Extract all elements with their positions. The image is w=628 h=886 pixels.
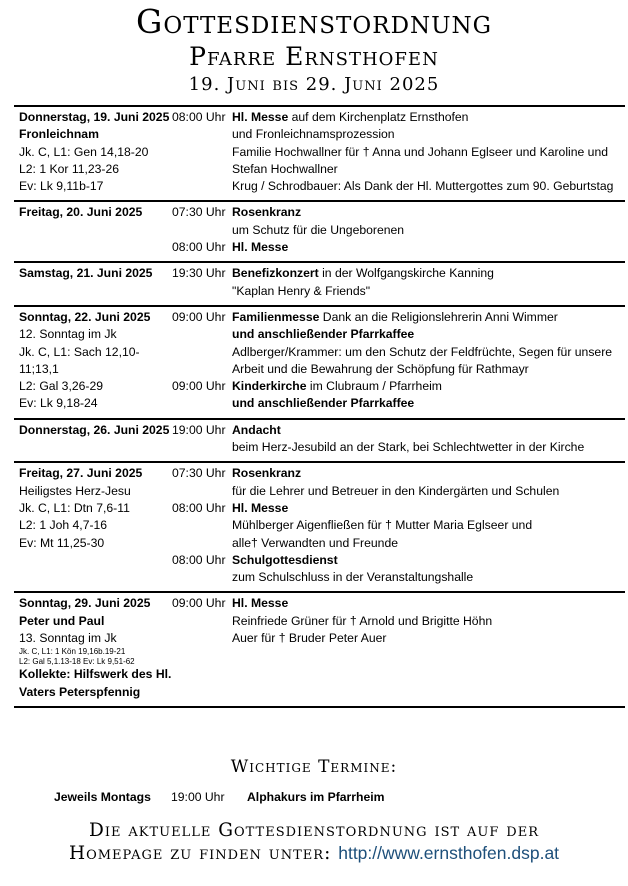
day-detail: Ev: Mt 11,25-30 [19, 535, 105, 550]
event-title: Hl. Messe [232, 596, 289, 611]
day-events [172, 595, 625, 700]
parish-name: Pfarre Ernsthofen [189, 42, 439, 71]
day-events [172, 265, 625, 300]
schedule-day [14, 420, 625, 464]
event [172, 204, 625, 239]
event [172, 595, 625, 647]
day-events [172, 309, 625, 413]
event [172, 378, 625, 413]
event-line: Krug / Schrodbauer: Als Dank der Hl. Muttergottes zum 90. Geburtstag [232, 179, 614, 194]
day-detail: L2: 1 Joh 4,7-16 [19, 518, 108, 533]
event-time: 19:30 Uhr [172, 266, 226, 281]
important-time: 19:00 Uhr [171, 790, 225, 804]
event-title: Benefizkonzert [232, 266, 319, 281]
day-date: Sonntag, 29. Juni 2025 [19, 596, 151, 611]
event-title: Andacht [232, 422, 281, 437]
schedule-day [14, 107, 625, 202]
event-headline [232, 378, 625, 395]
footer-text: Homepage zu finden unter: [68, 843, 332, 864]
event-text [232, 378, 625, 413]
important-day: Jeweils Montags [54, 790, 151, 804]
event-subtitle: Dank an die Religionslehrerin Anni Wimmer [319, 309, 558, 324]
day-detail: Jk. C, L1: Gen 14,18-20 [19, 144, 149, 159]
day-detail: L2: Gal 3,26-29 [19, 379, 104, 394]
event [172, 465, 625, 500]
schedule-day [14, 307, 625, 420]
event-headline [232, 239, 625, 256]
event-text [232, 265, 625, 300]
day-events [172, 109, 625, 195]
day-date: Sonntag, 22. Juni 2025 [19, 309, 151, 324]
date-range: 19. Juni bis 29. Juni 2025 [188, 74, 440, 95]
footer-text-line2 [0, 842, 628, 865]
event-line: "Kaplan Henry & Friends" [232, 283, 371, 298]
day-info [14, 265, 172, 300]
day-detail: 12. Sonntag im Jk [19, 327, 117, 342]
event-line: alle† Verwandten und Freunde [232, 535, 399, 550]
event-title: Hl. Messe [232, 240, 289, 255]
event-time: 09:00 Uhr [172, 596, 226, 611]
day-detail: Ev: Lk 9,18-24 [19, 396, 98, 411]
event-time: 08:00 Uhr [172, 500, 226, 515]
event-line: und anschließender Pfarrkaffee [232, 327, 415, 342]
event-time: 09:00 Uhr [172, 379, 226, 394]
day-detail: L2: Gal 5,1.13-18 Ev: Lk 9,51-62 [19, 656, 135, 666]
event-title: Familienmesse [232, 309, 320, 324]
event-text [232, 422, 625, 457]
day-info [14, 595, 172, 700]
event-line: um Schutz für die Ungeborenen [232, 222, 405, 237]
event-text [232, 204, 625, 239]
event-headline [232, 204, 625, 221]
event-text [232, 595, 625, 647]
day-events [172, 204, 625, 256]
day-info [14, 465, 172, 586]
event-time: 08:00 Uhr [172, 552, 226, 567]
day-detail: L2: 1 Kor 11,23-26 [19, 161, 120, 176]
day-detail: Kollekte: Hilfswerk des Hl. Vaters Peterspfennig [19, 667, 172, 699]
event-headline [232, 109, 625, 126]
day-detail: Jk. C, L1: Sach 12,10-11;13,1 [19, 344, 140, 376]
event [172, 265, 625, 300]
event-time: 07:30 Uhr [172, 205, 226, 220]
day-detail: Ev: Lk 9,11b-17 [19, 179, 104, 194]
event-title: Kinderkirche [232, 379, 307, 394]
schedule-day [14, 463, 625, 593]
important-event: Alphakurs im Pfarrheim [247, 790, 385, 804]
day-date: Freitag, 20. Juni 2025 [19, 205, 143, 220]
homepage-link[interactable]: http://www.ernsthofen.dsp.at [338, 843, 560, 863]
event [172, 500, 625, 552]
event-line: beim Herz-Jesubild an der Stark, bei Schlechtwetter in der Kirche [232, 440, 585, 455]
event [172, 422, 625, 457]
event-subtitle: in der Wolfgangskirche Kanning [318, 266, 494, 281]
event-line: zum Schulschluss in der Veranstaltungshalle [232, 570, 474, 585]
event-line: und anschließender Pfarrkaffee [232, 396, 415, 411]
day-info [14, 309, 172, 413]
event-line: Auer für † Bruder Peter Auer [232, 631, 387, 646]
schedule-table [14, 105, 625, 708]
event-title: Hl. Messe [232, 500, 289, 515]
event [172, 309, 625, 378]
event-headline [232, 552, 625, 569]
day-detail: Heiligstes Herz-Jesu [19, 483, 131, 498]
event-time: 08:00 Uhr [172, 240, 226, 255]
event-title: Rosenkranz [232, 205, 302, 220]
day-detail: 13. Sonntag im Jk [19, 631, 117, 646]
day-date: Samstag, 21. Juni 2025 [19, 266, 153, 281]
event-line: Mühlberger Aigenfließen für † Mutter Maria Eglseer und [232, 518, 533, 533]
event-headline [232, 309, 625, 326]
event-text [232, 309, 625, 378]
event-text [232, 500, 625, 552]
event-text [232, 109, 625, 195]
event-time: 09:00 Uhr [172, 309, 226, 324]
event-line: Familie Hochwallner für † Anna und Johann Eglseer und Karoline und Stefan Hochwallner [232, 144, 609, 176]
day-info [14, 204, 172, 256]
day-date: Donnerstag, 19. Juni 2025 [19, 110, 170, 124]
page-title: Gottesdienstordnung [135, 2, 493, 41]
event-text [232, 465, 625, 500]
event [172, 552, 625, 587]
event-text [232, 552, 625, 587]
event-line: Reinfriede Grüner für † Arnold und Brigitte Höhn [232, 613, 493, 628]
footer-text-line1: Die aktuelle Gottesdienstordnung ist auf der [89, 820, 539, 841]
event-time: 19:00 Uhr [172, 422, 226, 437]
day-info [14, 422, 172, 457]
event-headline [232, 465, 625, 482]
event-title: Hl. Messe [232, 110, 289, 124]
schedule-day [14, 202, 625, 263]
event-time: 08:00 Uhr [172, 110, 226, 124]
day-events [172, 465, 625, 586]
event-headline [232, 265, 625, 282]
schedule-day [14, 263, 625, 307]
day-detail: Fronleichnam [19, 127, 99, 142]
event-headline [232, 422, 625, 439]
event-headline [232, 500, 625, 517]
event [172, 109, 625, 195]
event-line: Adlberger/Krammer: um den Schutz der Feldfrüchte, Segen für unsere Arbeit und die Bewahrung der Schöpfung für Rathmayr [232, 344, 613, 376]
day-info [14, 109, 172, 195]
event-headline [232, 595, 625, 612]
event-title: Rosenkranz [232, 466, 302, 481]
event [172, 239, 625, 256]
day-detail: Jk. C, L1: 1 Kön 19,16b.19-21 [19, 647, 126, 657]
event-time: 07:30 Uhr [172, 466, 226, 481]
event-text [232, 239, 625, 256]
schedule-day [14, 593, 625, 707]
day-detail: Peter und Paul [19, 613, 105, 628]
event-line: für die Lehrer und Betreuer in den Kindergärten und Schulen [232, 483, 560, 498]
important-dates-heading: Wichtige Termine: [230, 757, 398, 777]
event-title: Schulgottesdienst [232, 552, 338, 567]
event-line: und Fronleichnamsprozession [232, 127, 395, 142]
event-subtitle: auf dem Kirchenplatz Ernsthofen [288, 110, 469, 124]
day-events [172, 422, 625, 457]
event-subtitle: im Clubraum / Pfarrheim [306, 379, 442, 394]
day-date: Donnerstag, 26. Juni 2025 [19, 422, 170, 437]
day-detail: Jk. C, L1: Dtn 7,6-11 [19, 500, 130, 515]
day-date: Freitag, 27. Juni 2025 [19, 466, 143, 481]
